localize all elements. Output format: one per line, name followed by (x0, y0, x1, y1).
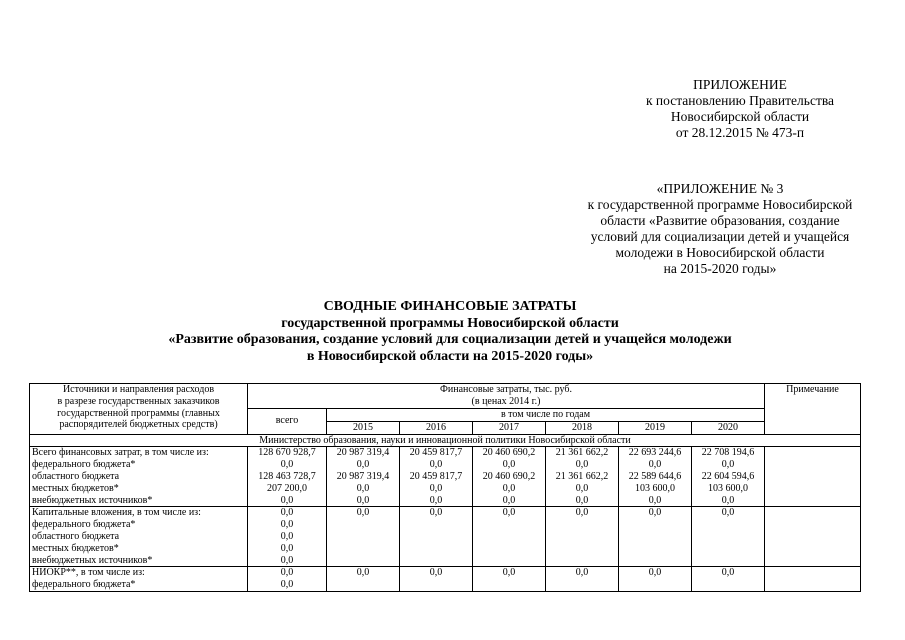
header-line: в разрезе государственных заказчиков (57, 395, 220, 407)
value: 20 459 817,7 (409, 470, 463, 482)
row-label: федерального бюджета* (32, 459, 136, 471)
sources-column-header (30, 384, 248, 435)
year-header: 2017 (473, 421, 546, 434)
title-line: СВОДНЫЕ ФИНАНСОВЫЕ ЗАТРАТЫ (323, 299, 577, 314)
value: 128 463 728,7 (258, 470, 316, 482)
year-values (327, 507, 400, 567)
value: 22 708 194,6 (701, 447, 755, 459)
value: 0,0 (429, 494, 443, 506)
row-label: внебюджетных источников* (32, 494, 153, 506)
year-values (546, 507, 619, 567)
header-line: распорядителей бюджетных средств) (59, 419, 218, 431)
value: 0,0 (721, 507, 735, 519)
value: 0,0 (648, 459, 662, 471)
value: 0,0 (648, 494, 662, 506)
value: 103 600,0 (635, 482, 675, 494)
row-label: НИОКР**, в том числе из: (32, 567, 145, 579)
value: 0,0 (648, 507, 662, 519)
value: 22 693 244,6 (628, 447, 682, 459)
value: 0,0 (502, 459, 516, 471)
value: 0,0 (280, 530, 294, 542)
appendix-line: Новосибирской области (670, 109, 810, 124)
value: 0,0 (575, 507, 589, 519)
year-values (619, 447, 692, 507)
row-labels (30, 507, 248, 567)
program-appendix-line: условий для социализации детей и учащейся (590, 229, 850, 244)
value: 0,0 (721, 494, 735, 506)
value: 207 200,0 (267, 482, 307, 494)
appendix-line: ПРИЛОЖЕНИЕ (693, 77, 787, 92)
value: 0,0 (502, 567, 516, 579)
note-cell (765, 507, 861, 567)
costs-header-line: (в ценах 2014 г.) (471, 395, 541, 407)
value: 103 600,0 (708, 482, 748, 494)
year-values (400, 567, 473, 592)
table-row (30, 567, 861, 592)
total-column-header: всего (248, 409, 327, 435)
appendix-line: к постановлению Правительства (645, 93, 835, 108)
row-label: Капитальные вложения, в том числе из: (32, 507, 201, 519)
year-values (400, 447, 473, 507)
note-cell (765, 567, 861, 592)
table-row (30, 447, 861, 507)
row-label: Всего финансовых затрат, в том числе из: (32, 447, 209, 459)
row-label: областного бюджета (32, 530, 120, 542)
row-labels (30, 567, 248, 592)
value: 20 987 319,4 (336, 470, 390, 482)
value: 0,0 (502, 494, 516, 506)
program-appendix-line: «ПРИЛОЖЕНИЕ № 3 (656, 181, 784, 196)
value: 0,0 (721, 567, 735, 579)
value: 0,0 (429, 459, 443, 471)
value: 20 460 690,2 (482, 447, 536, 459)
table-row (30, 507, 861, 567)
value: 0,0 (721, 459, 735, 471)
year-values (400, 507, 473, 567)
year-values (692, 567, 765, 592)
row-labels (30, 447, 248, 507)
costs-header (248, 384, 765, 409)
year-header: 2015 (327, 421, 400, 434)
value: 0,0 (575, 567, 589, 579)
year-header: 2020 (692, 421, 765, 434)
year-values (619, 567, 692, 592)
row-label: областного бюджета (32, 470, 120, 482)
value: 0,0 (280, 519, 294, 531)
title-line: государственной программы Новосибирской области (281, 315, 619, 331)
value: 0,0 (280, 554, 294, 566)
value: 0,0 (356, 482, 370, 494)
value: 0,0 (356, 567, 370, 579)
appendix-line: от 28.12.2015 № 473-п (675, 125, 805, 140)
value: 128 670 928,7 (258, 447, 316, 459)
value: 0,0 (429, 567, 443, 579)
program-appendix-line: молодежи в Новосибирской области (615, 245, 825, 260)
year-values (327, 567, 400, 592)
value: 0,0 (280, 579, 294, 591)
header-line: Источники и направления расходов (62, 384, 215, 395)
title-line: «Развитие образования, создание условий для социализации детей и учащейся молодежи (168, 332, 732, 347)
year-values (546, 567, 619, 592)
value: 0,0 (575, 482, 589, 494)
financial-costs-table (29, 383, 861, 592)
value: 20 459 817,7 (409, 447, 463, 459)
year-values (619, 507, 692, 567)
year-values (473, 507, 546, 567)
row-label: федерального бюджета* (32, 519, 136, 531)
note-column-header: Примечание (765, 384, 861, 435)
row-label: местных бюджетов* (32, 542, 119, 554)
year-values (692, 507, 765, 567)
program-appendix (560, 181, 880, 277)
row-label: внебюджетных источников* (32, 554, 153, 566)
row-label: федерального бюджета* (32, 579, 136, 591)
value: 20 987 319,4 (336, 447, 390, 459)
year-values (473, 567, 546, 592)
value: 0,0 (280, 542, 294, 554)
value: 0,0 (280, 507, 294, 519)
value: 0,0 (356, 494, 370, 506)
costs-header-line: Финансовые затраты, тыс. руб. (440, 384, 572, 395)
value: 21 361 662,2 (555, 470, 609, 482)
year-values (473, 447, 546, 507)
title-line: в Новосибирской области на 2015-2020 годы» (306, 348, 594, 364)
document-title (100, 299, 800, 365)
value: 0,0 (429, 507, 443, 519)
program-appendix-line: области «Развитие образования, создание (600, 213, 840, 228)
row-label: местных бюджетов* (32, 482, 119, 494)
value: 0,0 (356, 507, 370, 519)
value: 0,0 (575, 459, 589, 471)
value: 0,0 (429, 482, 443, 494)
value: 0,0 (648, 567, 662, 579)
year-values (546, 447, 619, 507)
ministry-row: Министерство образования, науки и инновационной политики Новосибирской области (30, 434, 861, 447)
value: 0,0 (502, 482, 516, 494)
value: 22 604 594,6 (701, 470, 755, 482)
total-values (248, 567, 327, 592)
value: 20 460 690,2 (482, 470, 536, 482)
value: 0,0 (280, 494, 294, 506)
note-cell (765, 447, 861, 507)
year-values (692, 447, 765, 507)
value: 0,0 (356, 459, 370, 471)
value: 0,0 (502, 507, 516, 519)
total-values (248, 507, 327, 567)
year-values (327, 447, 400, 507)
value: 0,0 (280, 459, 294, 471)
program-appendix-line: к государственной программе Новосибирской (587, 197, 853, 212)
year-header: 2018 (546, 421, 619, 434)
total-values (248, 447, 327, 507)
value: 0,0 (280, 567, 294, 579)
header-line: государственной программы (главных (57, 407, 220, 419)
value: 22 589 644,6 (628, 470, 682, 482)
value: 0,0 (575, 494, 589, 506)
year-header: 2019 (619, 421, 692, 434)
by-years-header: в том числе по годам (327, 409, 765, 422)
value: 21 361 662,2 (555, 447, 609, 459)
program-appendix-line: на 2015-2020 годы» (663, 261, 777, 276)
appendix-header (590, 77, 890, 141)
year-header: 2016 (400, 421, 473, 434)
